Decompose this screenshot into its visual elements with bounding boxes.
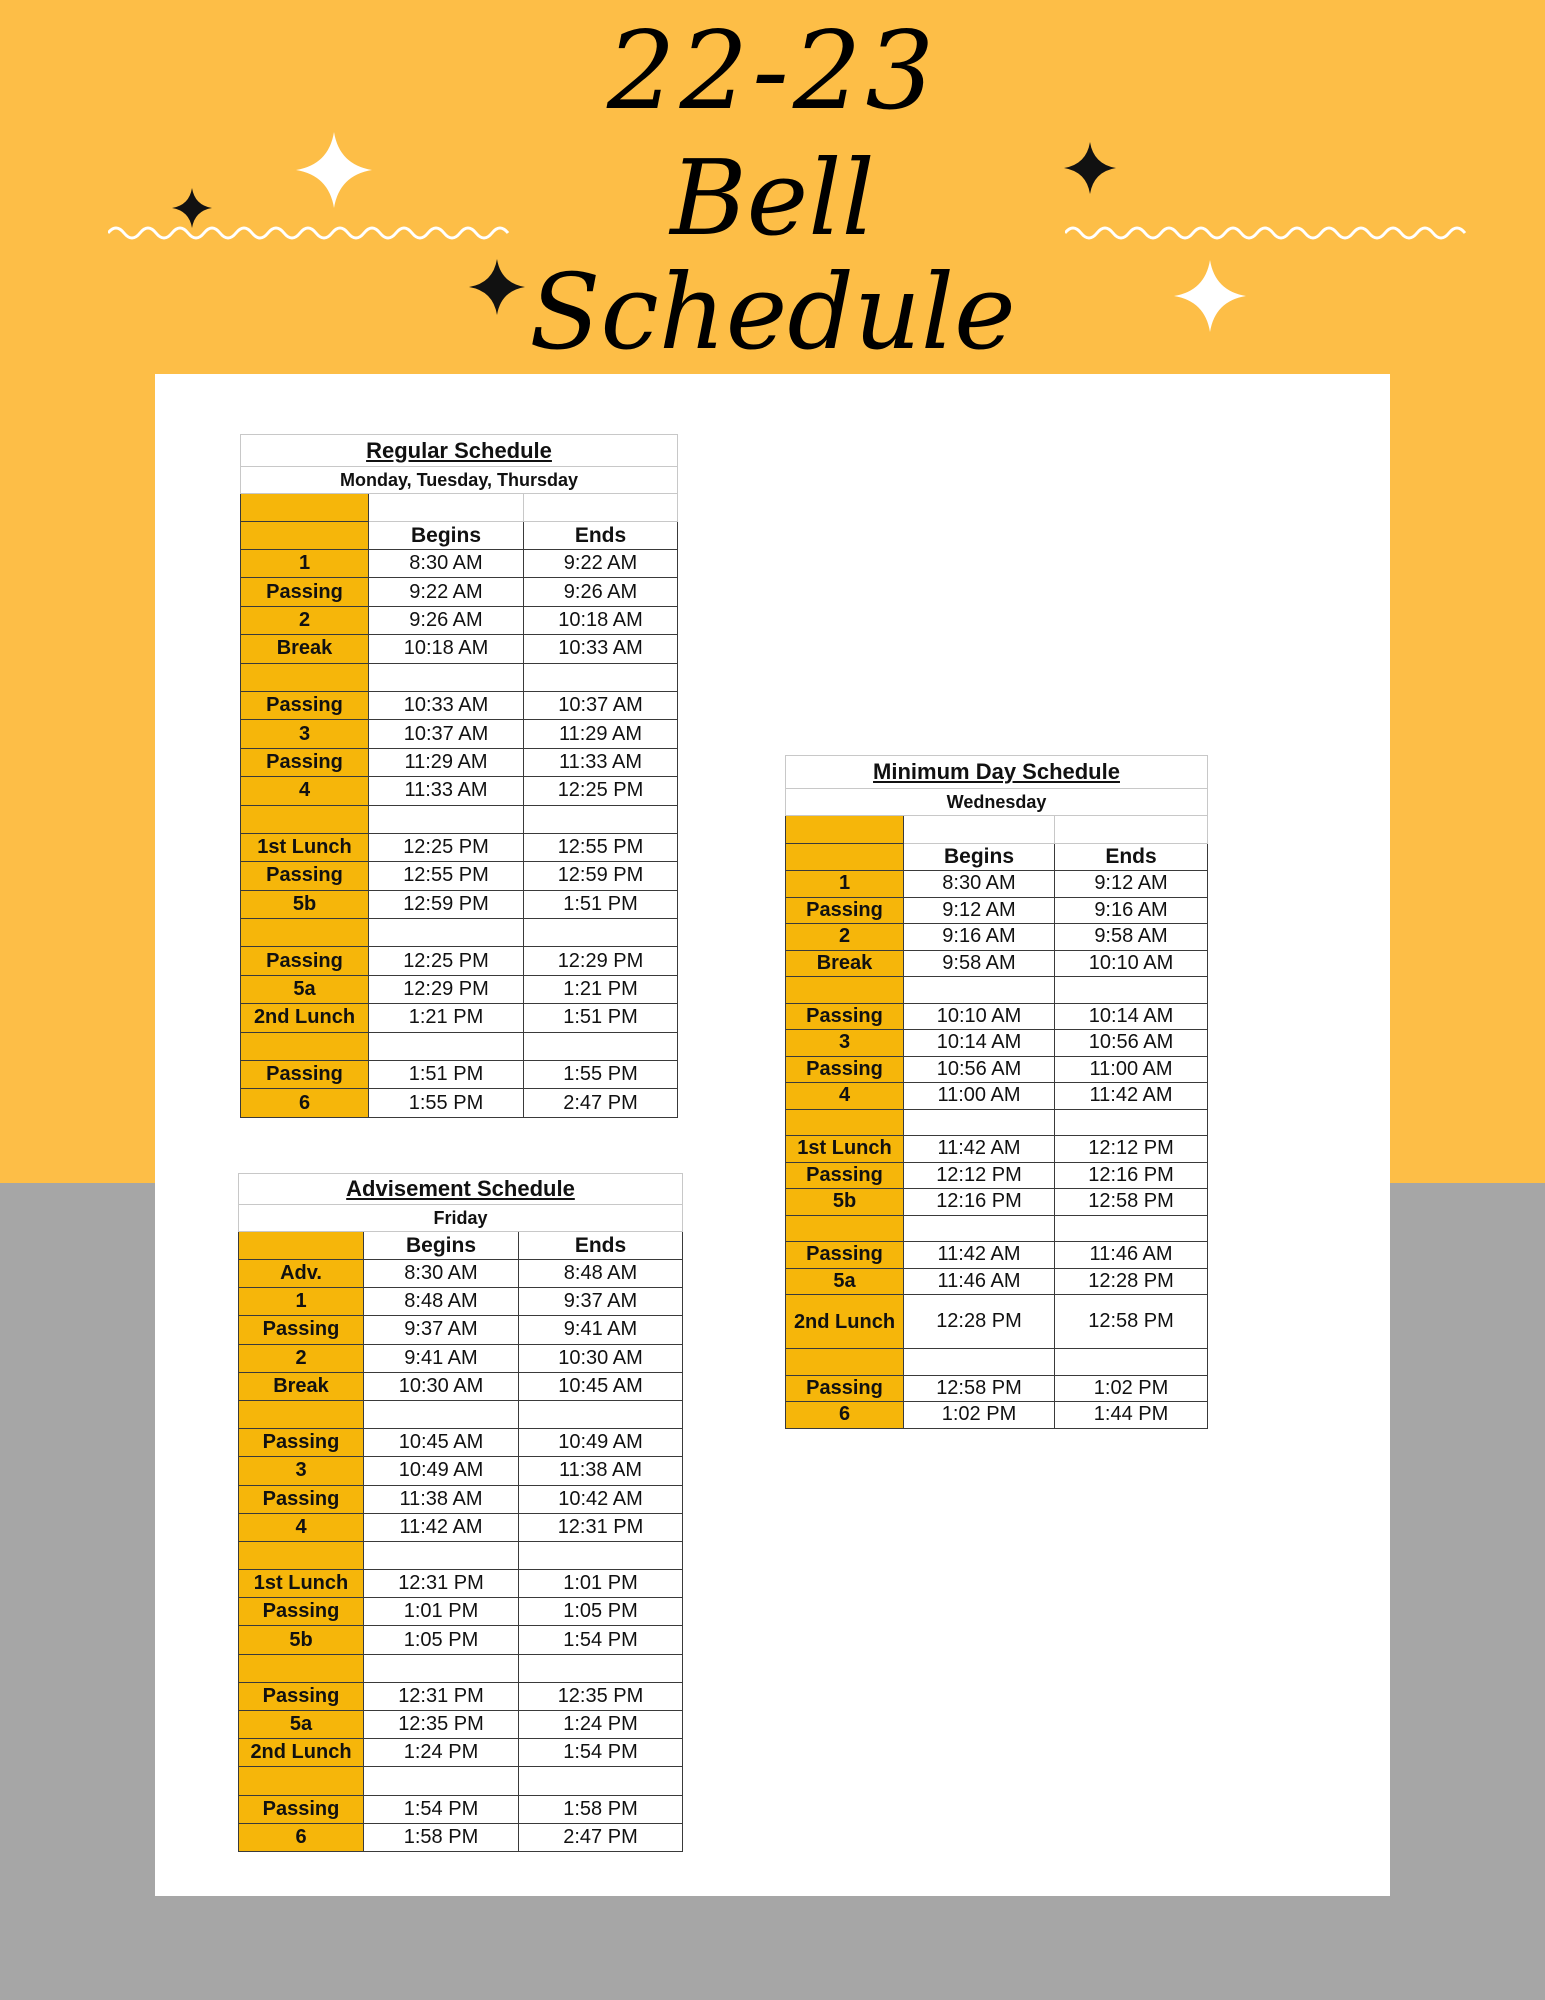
begins-time: 1:54 PM — [364, 1795, 519, 1823]
period-label: 6 — [786, 1402, 904, 1429]
table-row — [786, 1056, 1208, 1083]
title-year: 22-23 — [606, 9, 939, 134]
table-row — [241, 919, 678, 947]
ends-time: 1:54 PM — [519, 1739, 683, 1767]
begins-time: 12:35 PM — [364, 1711, 519, 1739]
table-row — [786, 1295, 1208, 1349]
begins-time — [904, 1349, 1055, 1376]
table-row — [241, 890, 678, 918]
advisement-schedule-table — [238, 1173, 683, 1852]
table-row — [786, 1162, 1208, 1189]
table-row — [241, 663, 678, 691]
table-row — [239, 1541, 683, 1569]
table-row — [239, 1570, 683, 1598]
begins-time — [904, 977, 1055, 1004]
ends-time: 10:30 AM — [519, 1344, 683, 1372]
table-row — [241, 748, 678, 776]
period-label: Break — [239, 1372, 364, 1400]
ends-time: 12:55 PM — [524, 833, 678, 861]
table-row — [241, 777, 678, 805]
begins-time — [904, 1215, 1055, 1242]
begins-time — [364, 1400, 519, 1428]
period-label: Passing — [239, 1795, 364, 1823]
ends-time — [519, 1767, 683, 1795]
ends-time: 10:18 AM — [524, 606, 678, 634]
begins-time: 9:16 AM — [904, 924, 1055, 951]
begins-time: 11:29 AM — [369, 748, 524, 776]
period-label — [786, 1215, 904, 1242]
table-row — [786, 1136, 1208, 1163]
ends-time: 1:44 PM — [1055, 1402, 1208, 1429]
begins-time: 12:31 PM — [364, 1682, 519, 1710]
ends-time: 1:51 PM — [524, 1004, 678, 1032]
ends-time: 11:38 AM — [519, 1457, 683, 1485]
label-cell — [241, 522, 369, 550]
table-row — [239, 1598, 683, 1626]
table-row — [241, 1089, 678, 1117]
begins-time — [904, 1109, 1055, 1136]
begins-time: 8:30 AM — [364, 1260, 519, 1288]
begins-time: 12:25 PM — [369, 947, 524, 975]
ends-time: 9:22 AM — [524, 550, 678, 578]
table-row — [786, 897, 1208, 924]
table-row — [241, 691, 678, 719]
period-label — [239, 1541, 364, 1569]
ends-time: 11:29 AM — [524, 720, 678, 748]
period-label — [239, 1767, 364, 1795]
ends-time — [519, 1400, 683, 1428]
table-row — [786, 1242, 1208, 1269]
period-label: Passing — [241, 748, 369, 776]
ends-time: 12:12 PM — [1055, 1136, 1208, 1163]
table-row — [239, 1260, 683, 1288]
begins-time: 12:31 PM — [364, 1570, 519, 1598]
table-row — [239, 1288, 683, 1316]
ends-time: 11:00 AM — [1055, 1056, 1208, 1083]
label-cell — [786, 816, 904, 844]
ends-time: 11:33 AM — [524, 748, 678, 776]
ends-time: 12:16 PM — [1055, 1162, 1208, 1189]
ends-time: 12:28 PM — [1055, 1268, 1208, 1295]
begins-time: 10:30 AM — [364, 1372, 519, 1400]
period-label: Passing — [241, 578, 369, 606]
begins-time: 10:10 AM — [904, 1003, 1055, 1030]
ends-time: 10:33 AM — [524, 635, 678, 663]
period-label: Passing — [786, 1375, 904, 1402]
begins-time: 9:12 AM — [904, 897, 1055, 924]
ends-time — [519, 1654, 683, 1682]
table-row — [241, 606, 678, 634]
sparkle-star-icon — [296, 132, 372, 208]
ends-time — [1055, 1109, 1208, 1136]
period-label: 1st Lunch — [786, 1136, 904, 1163]
table-row — [241, 1004, 678, 1032]
begins-time: 12:29 PM — [369, 975, 524, 1003]
period-label: 3 — [241, 720, 369, 748]
ends-time: 12:58 PM — [1055, 1189, 1208, 1216]
period-label — [241, 1032, 369, 1060]
begins-time: 1:24 PM — [364, 1739, 519, 1767]
table-row — [239, 1626, 683, 1654]
begins-time: 11:42 AM — [904, 1136, 1055, 1163]
period-label: Passing — [241, 947, 369, 975]
begins-time: 12:28 PM — [904, 1295, 1055, 1349]
begins-time: 12:55 PM — [369, 862, 524, 890]
table-row — [786, 977, 1208, 1004]
ends-time: 1:01 PM — [519, 1570, 683, 1598]
ends-time — [524, 1032, 678, 1060]
regular-schedule-title: Regular Schedule — [241, 435, 678, 467]
table-row — [241, 1032, 678, 1060]
begins-time: 8:30 AM — [904, 871, 1055, 898]
begins-time: 1:01 PM — [364, 1598, 519, 1626]
period-label — [786, 977, 904, 1004]
sparkle-star-icon — [172, 188, 212, 228]
ends-time: 10:42 AM — [519, 1485, 683, 1513]
sparkle-star-icon — [469, 259, 525, 315]
begins-time: 10:33 AM — [369, 691, 524, 719]
ends-time: 9:26 AM — [524, 578, 678, 606]
begins-time: 9:58 AM — [904, 950, 1055, 977]
period-label: 1 — [241, 550, 369, 578]
begins-time — [369, 805, 524, 833]
period-label: Passing — [241, 691, 369, 719]
period-label: Passing — [239, 1598, 364, 1626]
label-cell — [786, 844, 904, 871]
period-label: Passing — [786, 1003, 904, 1030]
begins-time: 9:41 AM — [364, 1344, 519, 1372]
table-row — [241, 1061, 678, 1089]
period-label: 5b — [239, 1626, 364, 1654]
begins-time: 9:22 AM — [369, 578, 524, 606]
regular-schedule-days: Monday, Tuesday, Thursday — [241, 467, 678, 494]
table-row — [786, 1268, 1208, 1295]
label-cell — [239, 1232, 364, 1260]
period-label: 6 — [239, 1823, 364, 1851]
period-label: 4 — [239, 1513, 364, 1541]
table-row — [786, 1003, 1208, 1030]
table-row — [241, 975, 678, 1003]
period-label: Passing — [239, 1429, 364, 1457]
period-label — [241, 805, 369, 833]
period-label: 2 — [786, 924, 904, 951]
ends-time: 11:46 AM — [1055, 1242, 1208, 1269]
begins-time: 10:49 AM — [364, 1457, 519, 1485]
ends-time: 11:42 AM — [1055, 1083, 1208, 1110]
minimum-schedule-title: Minimum Day Schedule — [786, 756, 1208, 789]
period-label: 4 — [786, 1083, 904, 1110]
period-label: 1 — [239, 1288, 364, 1316]
minimum-day-schedule-table — [785, 755, 1208, 1429]
begins-time: 10:14 AM — [904, 1030, 1055, 1057]
ends-time: 1:24 PM — [519, 1711, 683, 1739]
ends-time: 9:58 AM — [1055, 924, 1208, 951]
period-label — [239, 1400, 364, 1428]
period-label: 3 — [786, 1030, 904, 1057]
ends-time — [524, 805, 678, 833]
table-row — [239, 1682, 683, 1710]
begins-time: 1:58 PM — [364, 1823, 519, 1851]
ends-time: 1:05 PM — [519, 1598, 683, 1626]
ends-time: 10:10 AM — [1055, 950, 1208, 977]
period-label: 2nd Lunch — [241, 1004, 369, 1032]
begins-time: 12:59 PM — [369, 890, 524, 918]
begins-time — [369, 663, 524, 691]
period-label: 5b — [786, 1189, 904, 1216]
begins-time — [364, 1654, 519, 1682]
table-row — [786, 1349, 1208, 1376]
ends-time: 12:31 PM — [519, 1513, 683, 1541]
minimum-schedule-days: Wednesday — [786, 789, 1208, 816]
period-label: Passing — [786, 1162, 904, 1189]
begins-time: 11:42 AM — [904, 1242, 1055, 1269]
period-label: Break — [241, 635, 369, 663]
ends-time: 2:47 PM — [519, 1823, 683, 1851]
period-label — [786, 1349, 904, 1376]
table-row — [241, 805, 678, 833]
table-row — [786, 1189, 1208, 1216]
title-bell: Bell — [670, 137, 875, 259]
begins-time: 1:51 PM — [369, 1061, 524, 1089]
regular-schedule-table — [240, 434, 678, 1118]
period-label: 5a — [786, 1268, 904, 1295]
period-label — [241, 919, 369, 947]
ends-time: 1:55 PM — [524, 1061, 678, 1089]
begins-time: 8:30 AM — [369, 550, 524, 578]
begins-time: 9:37 AM — [364, 1316, 519, 1344]
period-label: Break — [786, 950, 904, 977]
table-row — [786, 1109, 1208, 1136]
table-row — [786, 924, 1208, 951]
ends-time: 10:37 AM — [524, 691, 678, 719]
table-row — [786, 871, 1208, 898]
table-row — [786, 950, 1208, 977]
ends-time: 12:29 PM — [524, 947, 678, 975]
ends-time: 9:37 AM — [519, 1288, 683, 1316]
ends-time: 12:59 PM — [524, 862, 678, 890]
period-label: 2 — [241, 606, 369, 634]
ends-time: 2:47 PM — [524, 1089, 678, 1117]
table-row — [241, 578, 678, 606]
ends-time: 9:16 AM — [1055, 897, 1208, 924]
begins-time: 12:58 PM — [904, 1375, 1055, 1402]
period-label: 1st Lunch — [241, 833, 369, 861]
ends-time: 10:56 AM — [1055, 1030, 1208, 1057]
period-label: 5b — [241, 890, 369, 918]
ends-time: 10:45 AM — [519, 1372, 683, 1400]
begins-time: 1:05 PM — [364, 1626, 519, 1654]
begins-time: 10:37 AM — [369, 720, 524, 748]
period-label — [786, 1109, 904, 1136]
begins-time: 1:02 PM — [904, 1402, 1055, 1429]
table-row — [239, 1457, 683, 1485]
col-ends: Ends — [1055, 844, 1208, 871]
table-row — [241, 833, 678, 861]
period-label: 3 — [239, 1457, 364, 1485]
table-row — [239, 1767, 683, 1795]
ends-time — [519, 1541, 683, 1569]
begins-time: 10:45 AM — [364, 1429, 519, 1457]
table-row — [239, 1429, 683, 1457]
period-label: 2 — [239, 1344, 364, 1372]
period-label: 2nd Lunch — [786, 1295, 904, 1349]
begins-time: 12:25 PM — [369, 833, 524, 861]
period-label: Passing — [786, 1242, 904, 1269]
ends-time: 1:51 PM — [524, 890, 678, 918]
sparkle-star-icon — [1174, 260, 1246, 332]
begins-time — [364, 1767, 519, 1795]
col-begins: Begins — [364, 1232, 519, 1260]
table-row — [239, 1400, 683, 1428]
begins-time — [369, 1032, 524, 1060]
ends-time: 1:02 PM — [1055, 1375, 1208, 1402]
begins-time: 10:56 AM — [904, 1056, 1055, 1083]
advisement-schedule-days: Friday — [239, 1205, 683, 1232]
ends-time: 12:25 PM — [524, 777, 678, 805]
begins-time: 11:33 AM — [369, 777, 524, 805]
table-row — [786, 1083, 1208, 1110]
ends-time: 12:58 PM — [1055, 1295, 1208, 1349]
ends-time — [1055, 977, 1208, 1004]
label-cell — [241, 494, 369, 522]
table-row — [239, 1654, 683, 1682]
period-label: 5a — [241, 975, 369, 1003]
ends-time: 1:54 PM — [519, 1626, 683, 1654]
period-label: Passing — [239, 1682, 364, 1710]
ends-time — [1055, 1349, 1208, 1376]
ends-time: 9:12 AM — [1055, 871, 1208, 898]
table-row — [241, 862, 678, 890]
col-begins: Begins — [904, 844, 1055, 871]
period-label: Adv. — [239, 1260, 364, 1288]
begins-time: 12:12 PM — [904, 1162, 1055, 1189]
period-label — [239, 1654, 364, 1682]
col-ends: Ends — [524, 522, 678, 550]
table-row — [239, 1711, 683, 1739]
begins-time — [364, 1541, 519, 1569]
ends-time — [524, 663, 678, 691]
table-row — [239, 1795, 683, 1823]
table-row — [239, 1513, 683, 1541]
table-row — [241, 550, 678, 578]
period-label: Passing — [239, 1485, 364, 1513]
period-label: 1 — [786, 871, 904, 898]
table-row — [241, 635, 678, 663]
ends-time: 1:58 PM — [519, 1795, 683, 1823]
table-row — [239, 1316, 683, 1344]
col-begins: Begins — [369, 522, 524, 550]
begins-time: 1:55 PM — [369, 1089, 524, 1117]
title-schedule: Schedule — [529, 251, 1016, 373]
ends-time: 10:14 AM — [1055, 1003, 1208, 1030]
ends-time — [1055, 1215, 1208, 1242]
table-row — [239, 1485, 683, 1513]
period-label: 5a — [239, 1711, 364, 1739]
period-label: Passing — [786, 1056, 904, 1083]
table-row — [786, 1030, 1208, 1057]
table-row — [786, 1215, 1208, 1242]
table-row — [786, 1375, 1208, 1402]
period-label: Passing — [786, 897, 904, 924]
table-row — [786, 1402, 1208, 1429]
ends-time — [524, 919, 678, 947]
begins-time: 9:26 AM — [369, 606, 524, 634]
advisement-schedule-title: Advisement Schedule — [239, 1174, 683, 1205]
ends-time: 10:49 AM — [519, 1429, 683, 1457]
sparkle-star-icon — [1064, 142, 1116, 194]
period-label — [241, 663, 369, 691]
table-row — [239, 1823, 683, 1851]
ends-time: 9:41 AM — [519, 1316, 683, 1344]
begins-time: 11:42 AM — [364, 1513, 519, 1541]
begins-time: 12:16 PM — [904, 1189, 1055, 1216]
begins-time — [369, 919, 524, 947]
table-row — [239, 1344, 683, 1372]
period-label: 2nd Lunch — [239, 1739, 364, 1767]
wave-line-left — [108, 222, 520, 244]
begins-time: 8:48 AM — [364, 1288, 519, 1316]
begins-time: 11:46 AM — [904, 1268, 1055, 1295]
begins-time: 1:21 PM — [369, 1004, 524, 1032]
ends-time: 1:21 PM — [524, 975, 678, 1003]
begins-time: 11:00 AM — [904, 1083, 1055, 1110]
ends-time: 12:35 PM — [519, 1682, 683, 1710]
period-label: Passing — [239, 1316, 364, 1344]
period-label: 6 — [241, 1089, 369, 1117]
begins-time: 11:38 AM — [364, 1485, 519, 1513]
period-label: 1st Lunch — [239, 1570, 364, 1598]
table-row — [239, 1372, 683, 1400]
period-label: Passing — [241, 862, 369, 890]
ends-time: 8:48 AM — [519, 1260, 683, 1288]
period-label: Passing — [241, 1061, 369, 1089]
table-row — [241, 720, 678, 748]
wave-line-right — [1065, 222, 1477, 244]
period-label: 4 — [241, 777, 369, 805]
table-row — [241, 947, 678, 975]
begins-time: 10:18 AM — [369, 635, 524, 663]
table-row — [239, 1739, 683, 1767]
col-ends: Ends — [519, 1232, 683, 1260]
